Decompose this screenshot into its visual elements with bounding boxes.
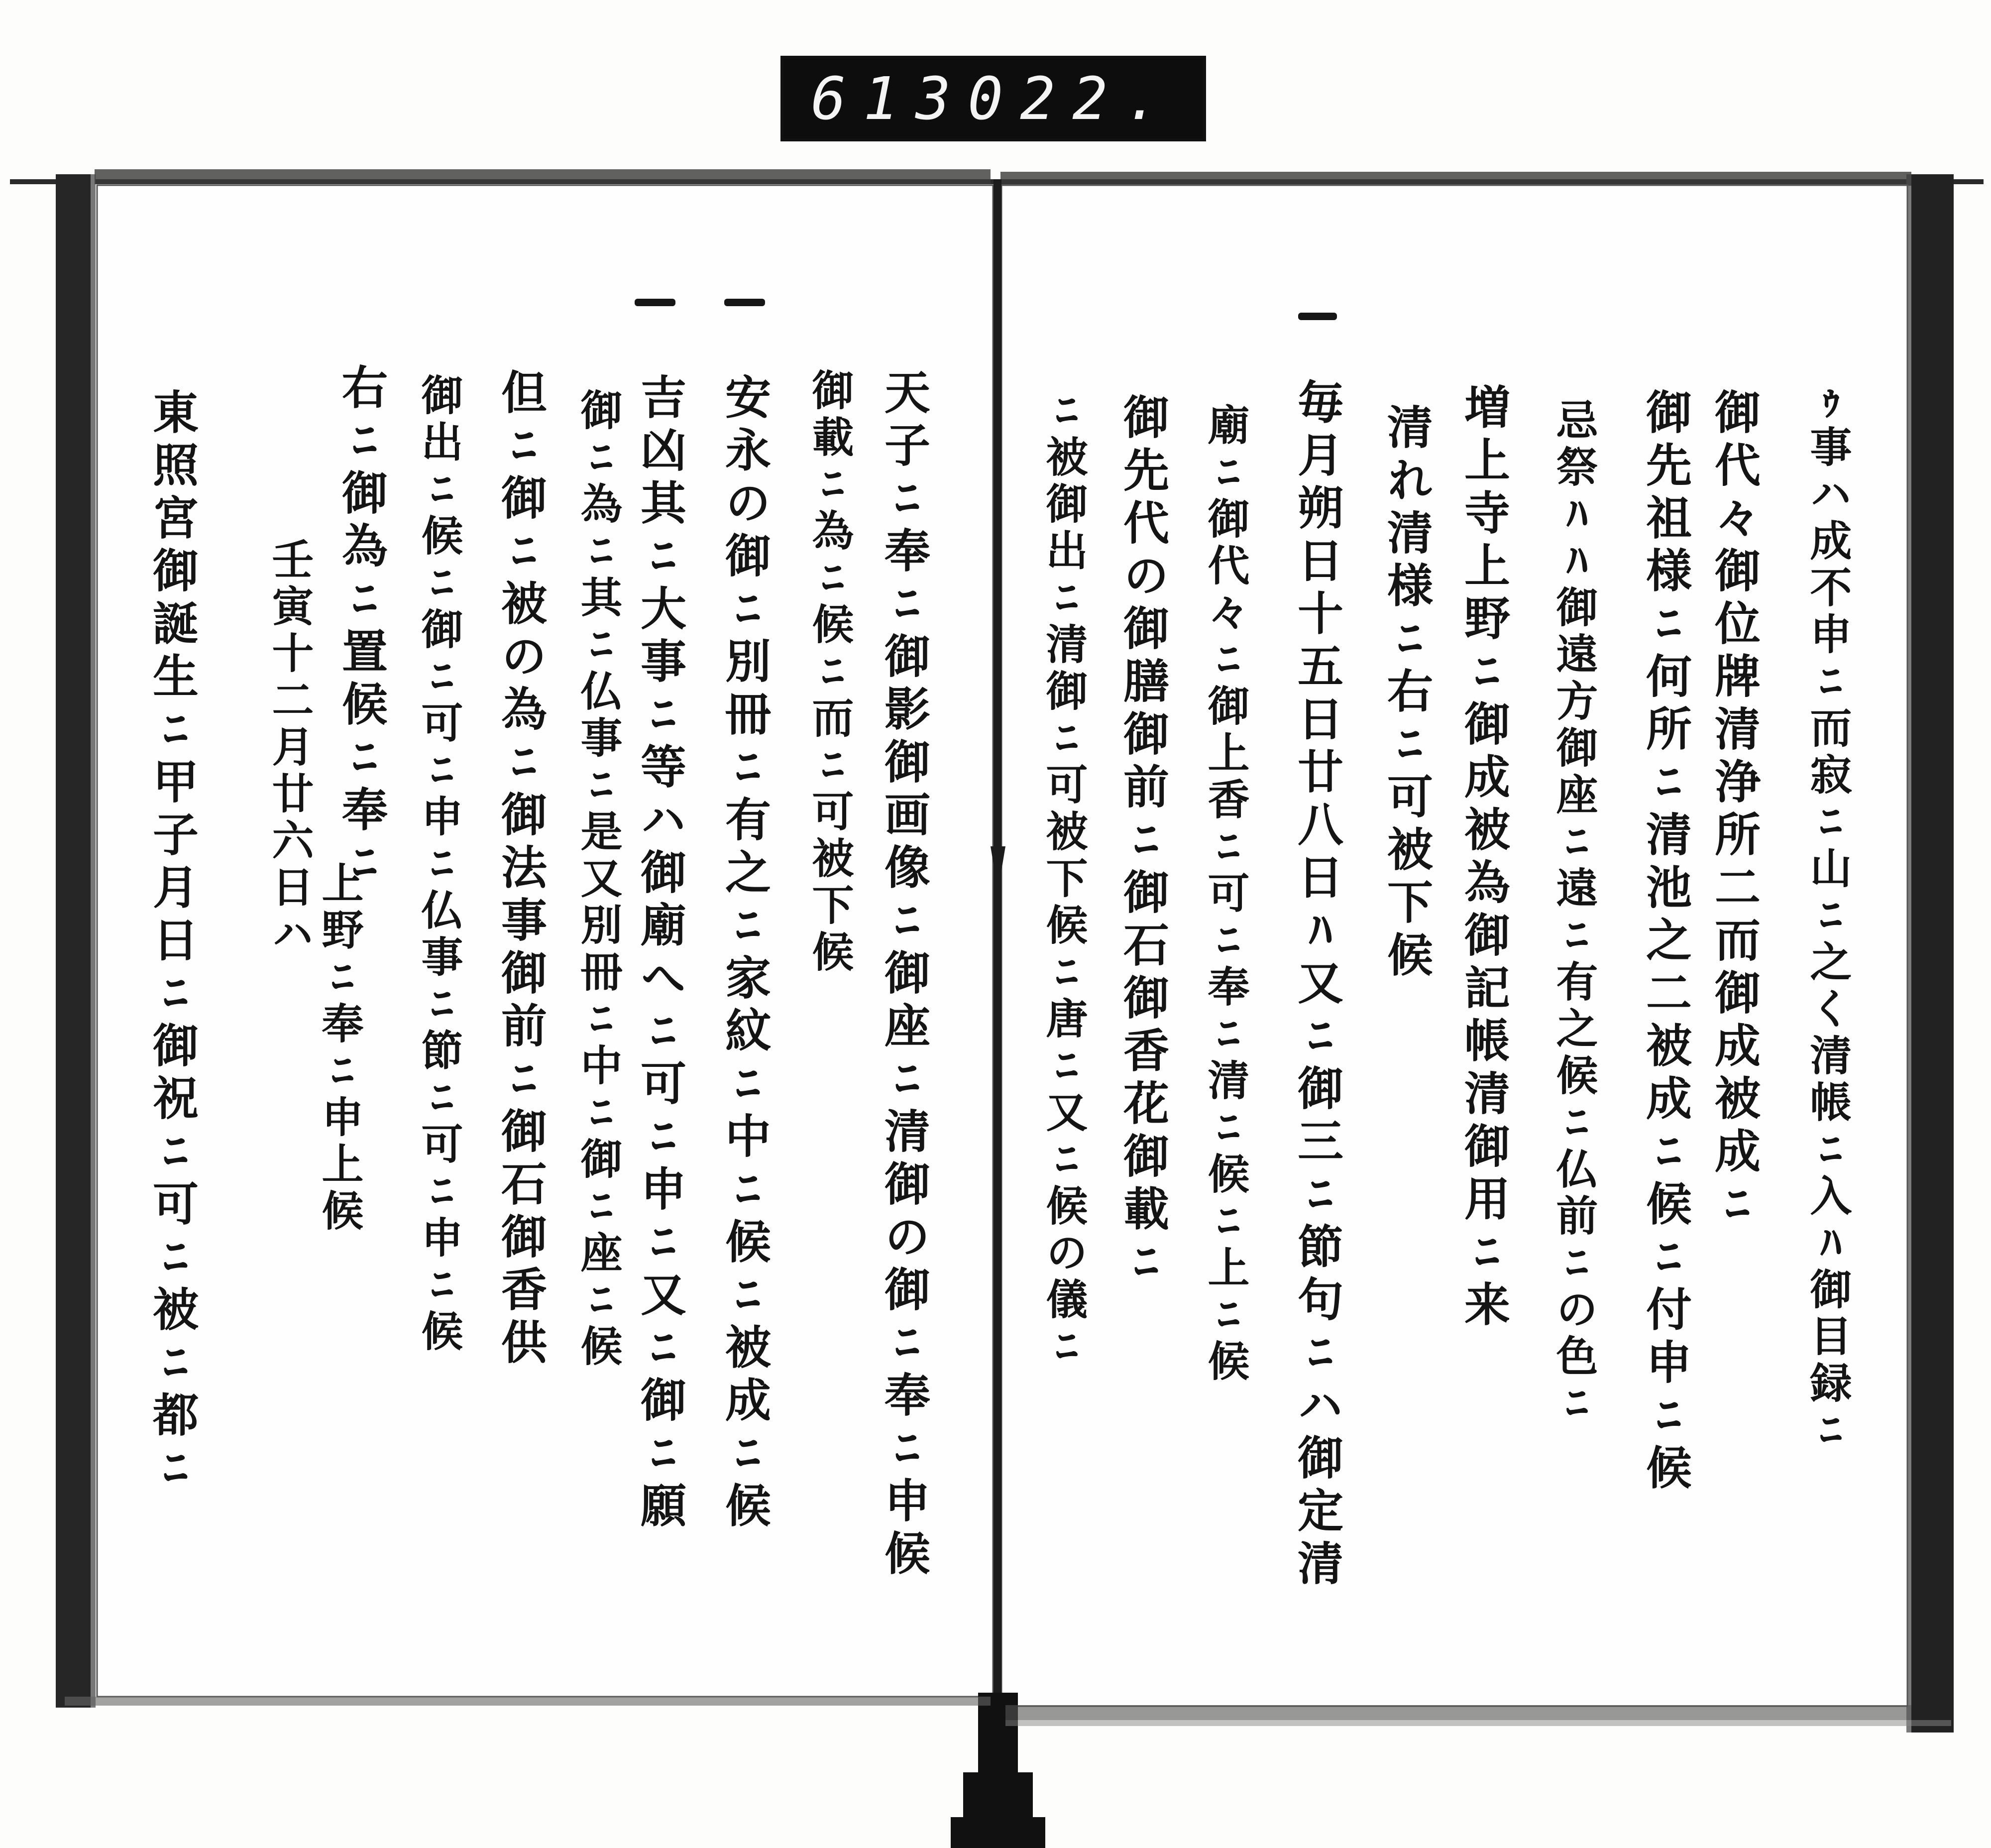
right-page-column-2: 御代々御位牌清浄所二而御成被成ﾆ — [1707, 388, 1761, 1233]
right-page-column-10: ﾆ被御出ﾆ清御ﾆ可被下候ﾆ唐ﾆ又ﾆ候の儀ﾆ — [1039, 388, 1089, 1371]
right-page-column-7: 毎月朔日十五日廿八日ﾊ又ﾆ御三ﾆ節句ﾆハ御定清 — [1290, 378, 1344, 1592]
left-page-column-2: 御載ﾆ為ﾆ候ﾆ而ﾆ可被下候 — [805, 368, 855, 977]
left-page-column-8: 右ﾆ御為ﾆ置候ﾆ奉ﾆ — [334, 363, 388, 891]
right-page-column-8: 廟ﾆ御代々ﾆ御上香ﾆ可ﾆ奉ﾆ清ﾆ候ﾆ上ﾆ候 — [1201, 403, 1250, 1386]
right-page-column-4: 忌祭ﾊﾊ御遠方御座ﾆ遠ﾆ有之候ﾆ仏前ﾆの色ﾆ — [1549, 398, 1599, 1428]
left-page-column-3: 安永の御ﾆ別冊ﾆ有之ﾆ家紋ﾆ中ﾆ候ﾆ被成ﾆ候 — [718, 373, 772, 1534]
ichi-mark-right — [1298, 313, 1337, 320]
ichi-mark-left-1 — [724, 299, 765, 306]
left-page-column-4: 吉凶其ﾆ大事ﾆ等ハ御廟へﾆ可ﾆ申ﾆ又ﾆ御ﾆ願 — [633, 373, 687, 1534]
left-page-date: 壬寅十二月廿六日ハ — [265, 538, 315, 959]
left-page-column-final: 東照宮御誕生ﾆ甲子月日ﾆ御祝ﾆ可ﾆ被ﾆ都ﾆ — [145, 388, 199, 1497]
frame-number-label — [780, 56, 1206, 141]
left-page-column-7: 御出ﾆ候ﾆ御ﾆ可ﾆ申ﾆ仏事ﾆ節ﾆ可ﾆ申ﾆ候 — [415, 373, 464, 1356]
right-page-column-9: 御先代の御膳御前ﾆ御石御香花御載ﾆ — [1116, 393, 1170, 1290]
ichi-mark-left-2 — [635, 299, 675, 306]
left-page-column-5: 御ﾆ為ﾆ其ﾆ仏事ﾆ是又別冊ﾆ中ﾆ御ﾆ座ﾆ候 — [574, 388, 623, 1371]
left-page-signature: 上野ﾆ奉ﾆ申上候 — [315, 861, 364, 1236]
right-page-column-6: 清れ清様ﾆ右ﾆ可被下候 — [1380, 403, 1434, 984]
left-page-column-6: 但ﾆ御ﾆ被の為ﾆ御法事御前ﾆ御石御香供 — [494, 368, 548, 1371]
right-page-column-5: 増上寺上野ﾆ御成被為御記帳清御用ﾆ来 — [1457, 383, 1511, 1333]
right-page-column-1: ｩ事ハ成不申ﾆ而寂ﾆ山ﾆ之く清帳ﾆ入ﾊ御目録ﾆ — [1803, 378, 1853, 1455]
left-page-column-1: 天子ﾆ奉ﾆ御影御画像ﾆ御座ﾆ清御の御ﾆ奉ﾆ申候 — [877, 368, 931, 1582]
reel-number: 613 — [811, 64, 968, 133]
right-page-column-3: 御先祖様ﾆ何所ﾆ清池之二被成ﾆ候ﾆ付申ﾆ候 — [1639, 388, 1692, 1497]
frame-number: 022. — [968, 64, 1177, 133]
